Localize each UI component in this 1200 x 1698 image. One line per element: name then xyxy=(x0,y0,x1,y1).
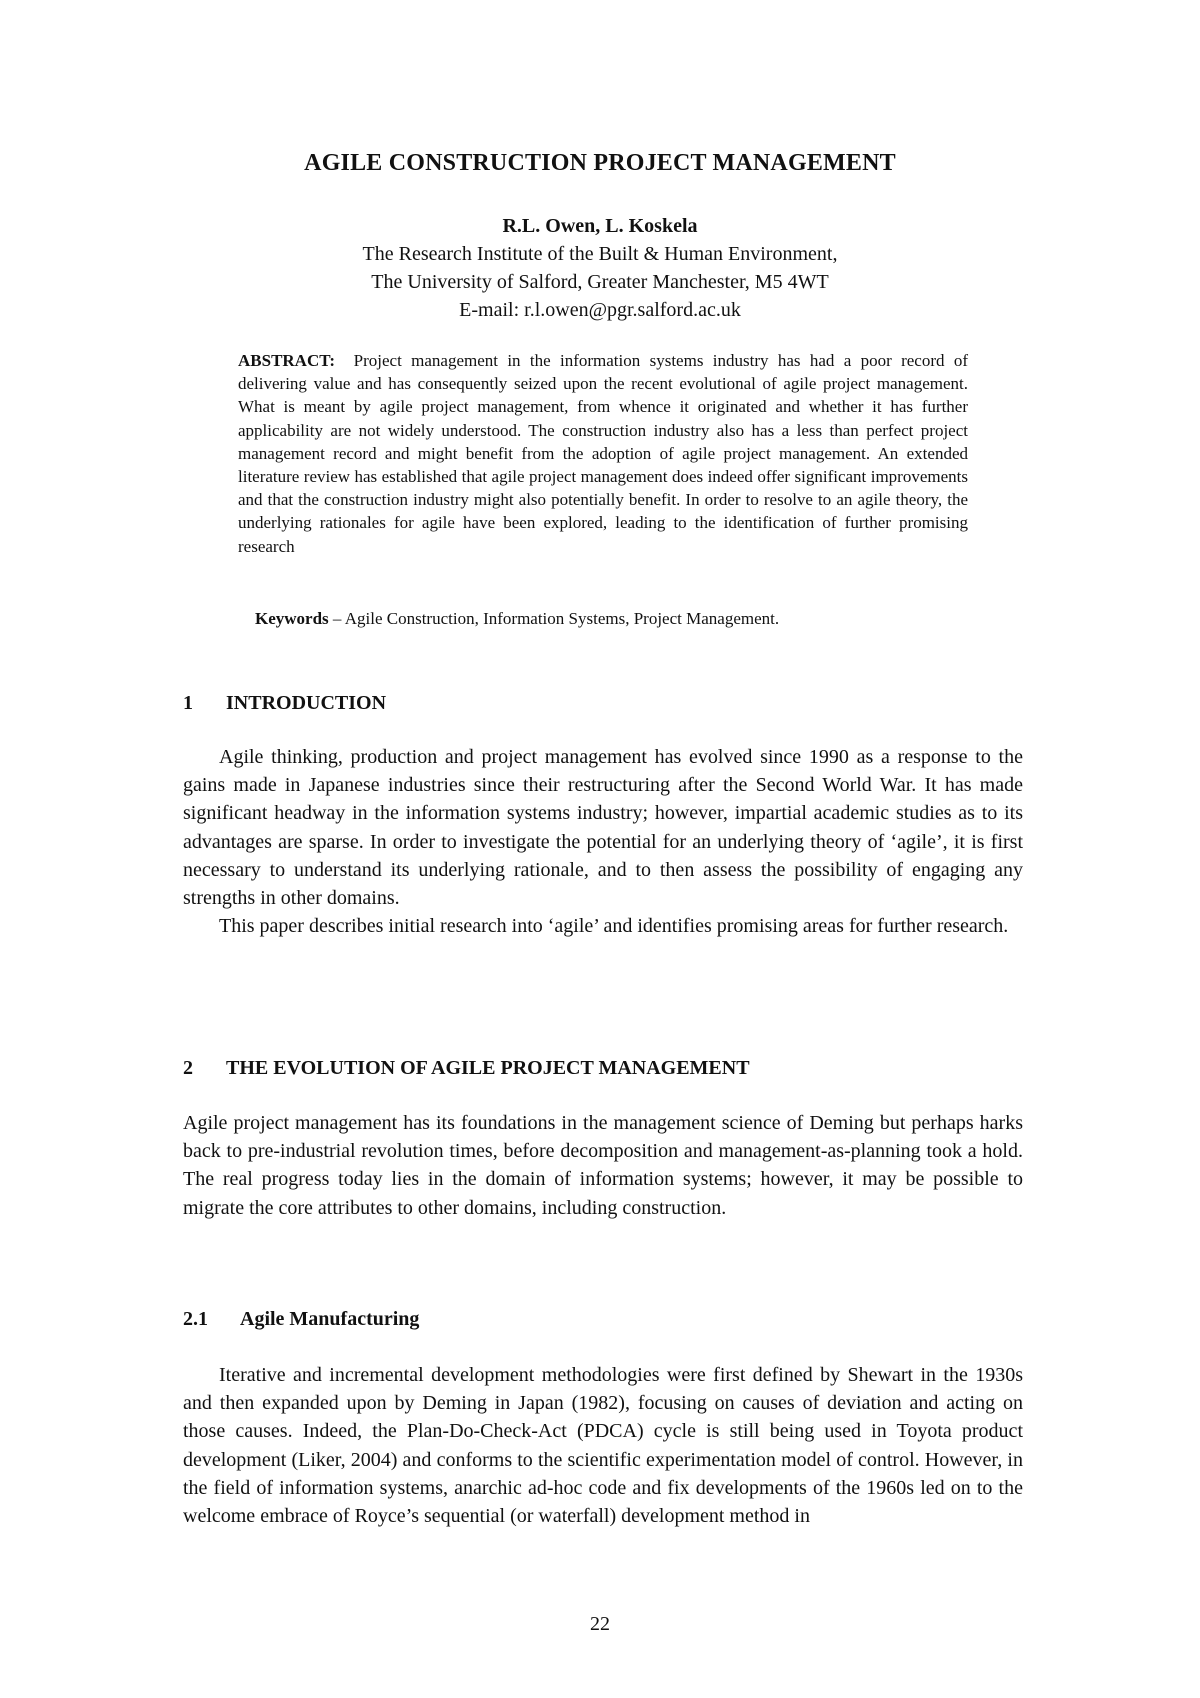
paragraph: Agile thinking, production and project management has evolved since 1990 as a response to the gains made in Japanese industries since their restructuring after the Second World War. It has made significant headway in the information systems industry; however, impartial academic studies as to its advantages are sparse. In order to investigate the potential for an underlying theory of ‘agile’, it is first necessary to understand its underlying rationale, and to then assess the possibility of engaging any strengths in other domains. xyxy=(183,746,1023,910)
section-body xyxy=(183,1109,1023,1222)
section-number: 2.1 xyxy=(183,1308,208,1330)
section-title: INTRODUCTION xyxy=(226,692,387,714)
section-body xyxy=(183,1361,1023,1530)
section-title: Agile Manufacturing xyxy=(240,1308,420,1330)
paragraph: This paper describes initial research into ‘agile’ and identifies promising areas for further research. xyxy=(219,915,1009,938)
abstract xyxy=(238,349,968,558)
section-heading xyxy=(183,690,386,716)
section-heading xyxy=(183,1055,750,1081)
author-email: E-mail: r.l.owen@pgr.salford.ac.uk xyxy=(459,299,741,321)
section-number: 1 xyxy=(183,692,193,714)
author-names: R.L. Owen, L. Koskela xyxy=(502,215,698,237)
subsection-heading xyxy=(183,1306,419,1332)
abstract-label: ABSTRACT: xyxy=(238,351,335,370)
paragraph: Agile project management has its foundations in the management science of Deming but perhaps harks back to pre-industrial revolution times, before decomposition and management-as-planning took a hold. The real progress today lies in the domain of information systems; however, it may be possible to migrate the core attributes to other domains, including construction. xyxy=(183,1112,1023,1219)
paragraph: Iterative and incremental development methodologies were first defined by Shewart in the 1930s and then expanded upon by Deming in Japan (1982), focusing on causes of deviation and acting on those causes. Indeed, the Plan-Do-Check-Act (PDCA) cycle is still being used in Toyota product development (Liker, 2004) and conforms to the scientific experimentation model of control. However, in the field of information systems, anarchic ad-hoc code and fix developments of the 1960s led on to the welcome embrace of Royce’s sequential (or waterfall) development method in xyxy=(183,1364,1023,1528)
paper-title: AGILE CONSTRUCTION PROJECT MANAGEMENT xyxy=(304,150,896,176)
keywords-text: – Agile Construction, Information Systems, Project Management. xyxy=(328,609,780,628)
keywords-label: Keywords xyxy=(255,609,329,628)
section-title: THE EVOLUTION OF AGILE PROJECT MANAGEMENT xyxy=(226,1057,750,1079)
page-number: 22 xyxy=(590,1613,610,1635)
affiliation-line: The University of Salford, Greater Manchester, M5 4WT xyxy=(371,271,829,293)
section-number: 2 xyxy=(183,1057,193,1079)
section-body xyxy=(183,743,1023,940)
abstract-text: Project management in the information systems industry has had a poor record of delivering value and has consequently seized upon the recent evolutional of agile project management. What is meant by agile project management, from whence it originated and whether it has further applicability are not widely understood. The construction industry also has a less than perfect project management record and might benefit from the adoption of agile project management. An extended literature review has established that agile project management does indeed offer significant improvements and that the construction industry might also potentially benefit. In order to resolve to an agile theory, the underlying rationales for agile have been explored, leading to the identification of further promising research xyxy=(238,351,968,556)
keywords xyxy=(255,607,985,631)
affiliation-line: The Research Institute of the Built & Human Environment, xyxy=(362,243,838,265)
